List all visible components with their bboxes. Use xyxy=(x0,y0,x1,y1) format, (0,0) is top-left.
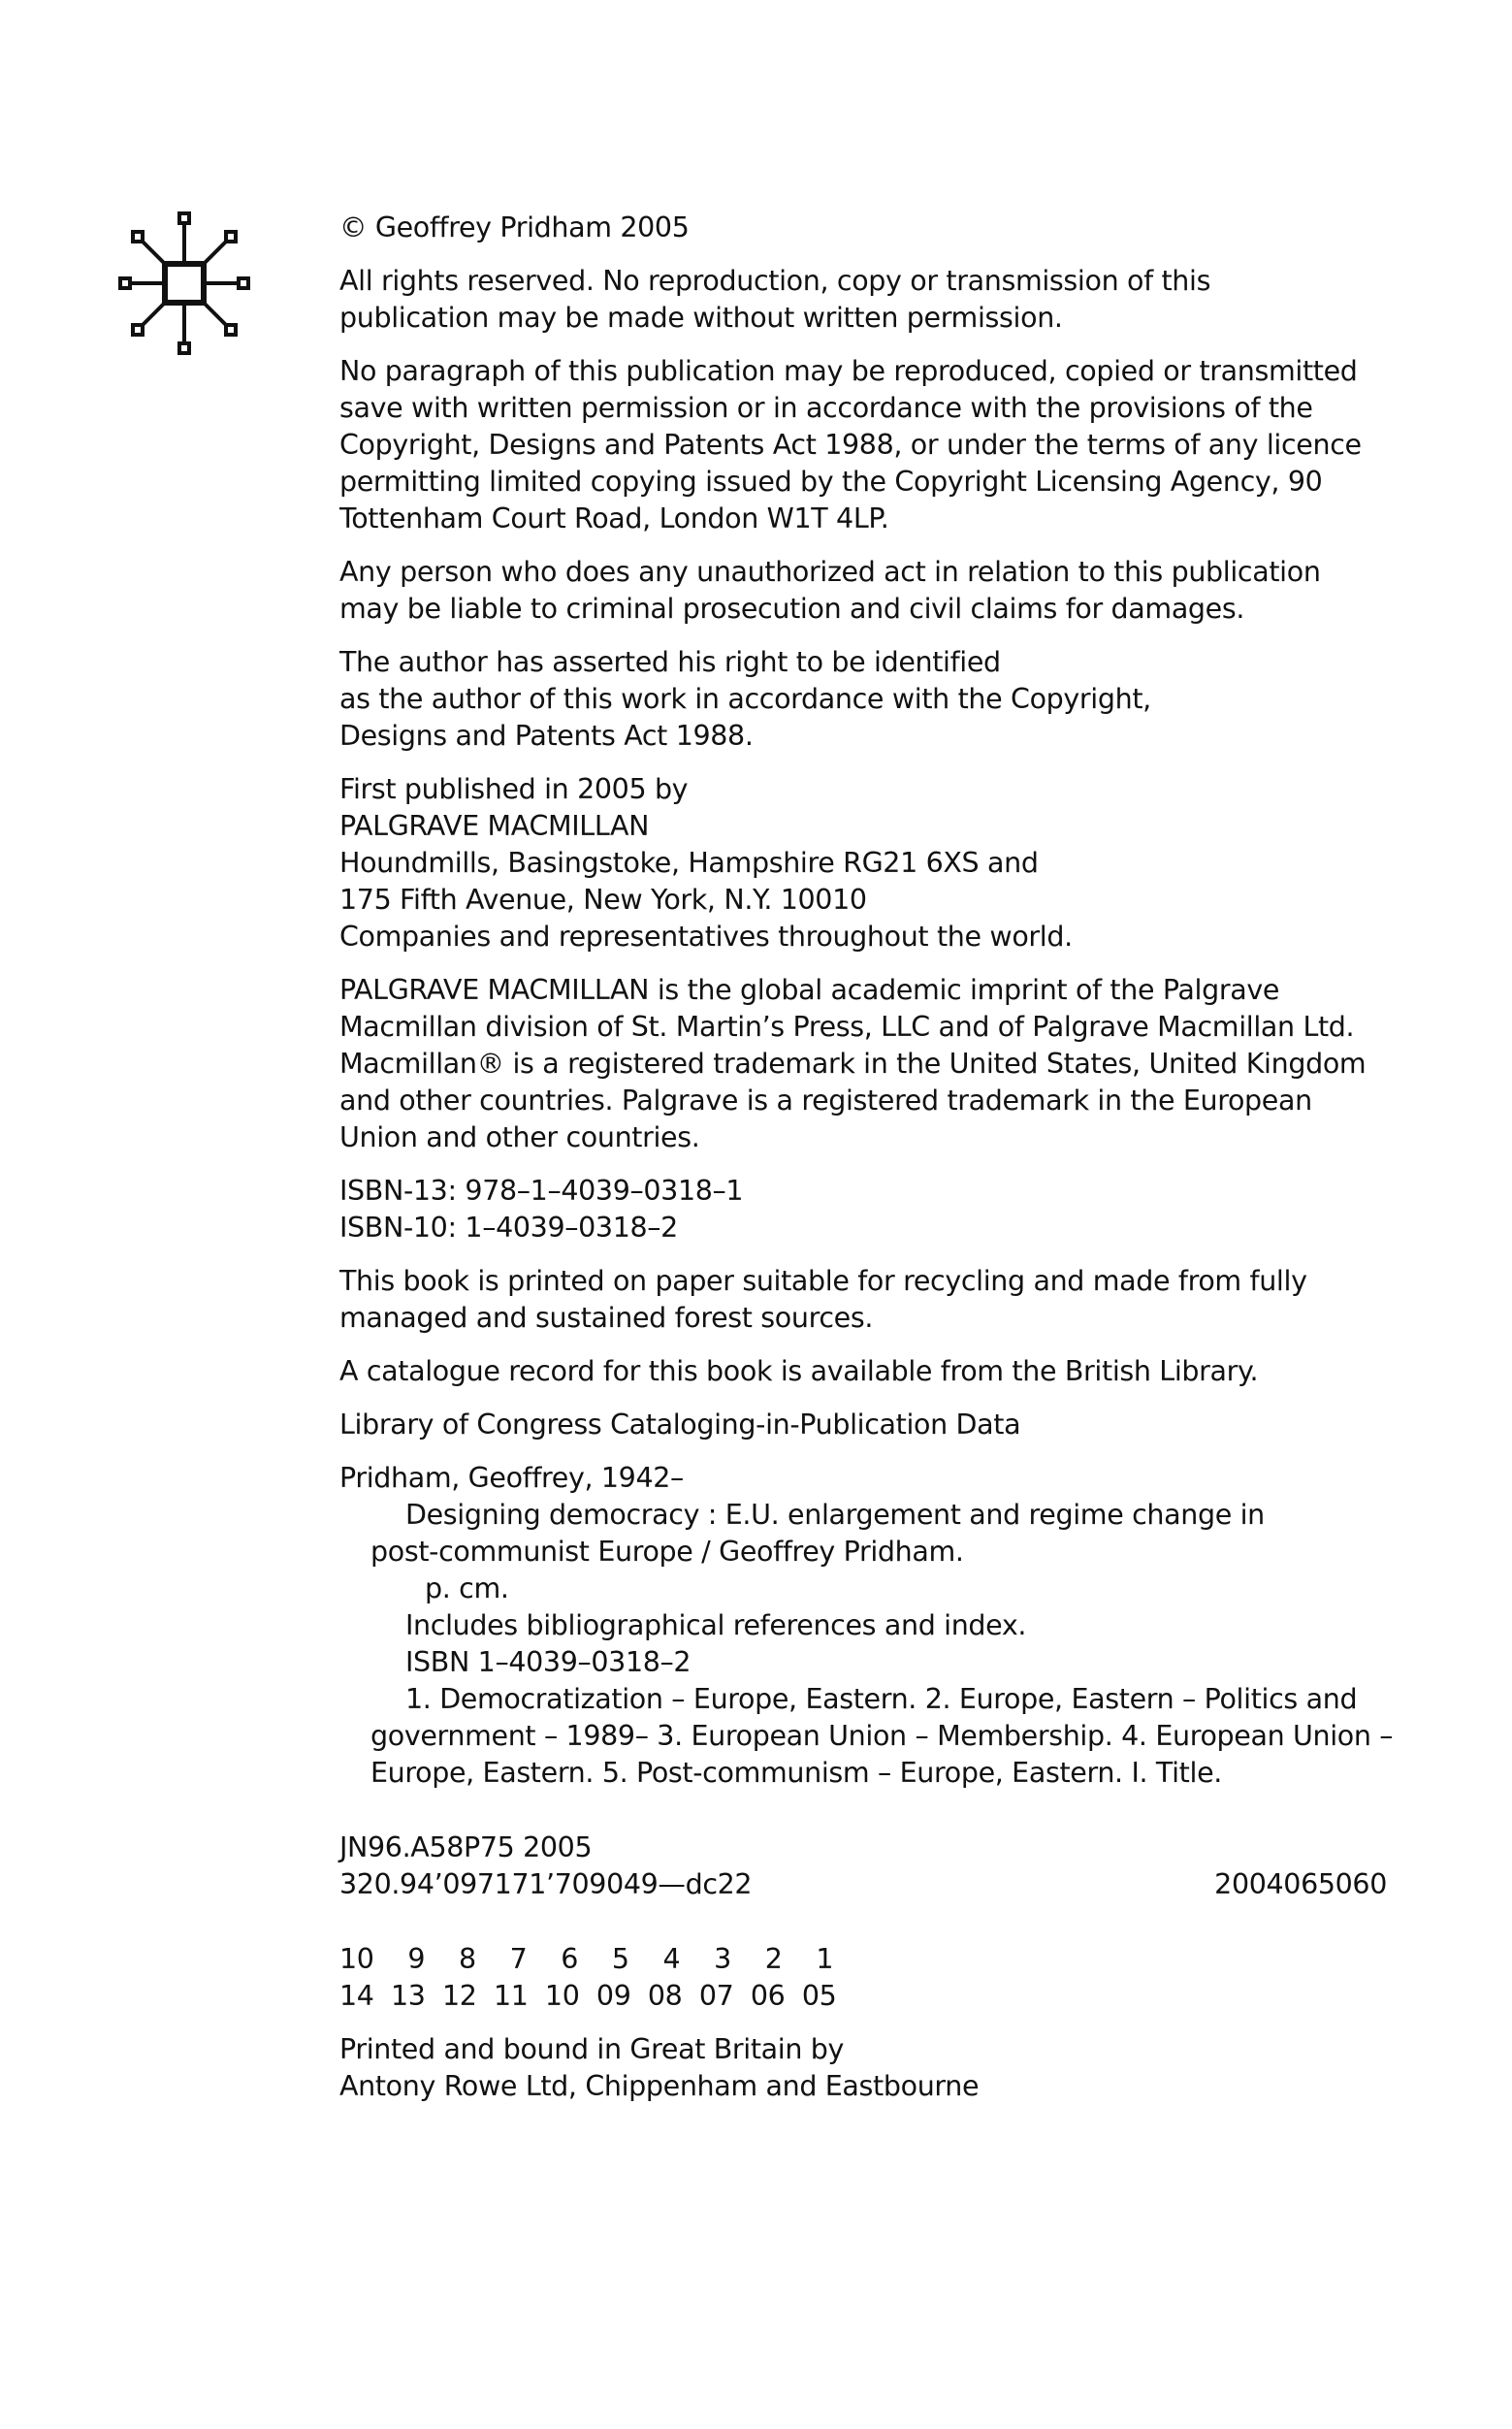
paper-notice xyxy=(339,1263,1387,1337)
classification-block xyxy=(339,1830,1387,1903)
cip-isbn: ISBN 1–4039–0318–2 xyxy=(405,1646,692,1678)
imprint-line: and other countries. Palgrave is a registered trademark in the European xyxy=(339,1085,1312,1117)
imprint-line: PALGRAVE MACMILLAN is the global academic imprint of the Palgrave xyxy=(339,974,1280,1006)
printer-line: Printed and bound in Great Britain by xyxy=(339,2033,845,2065)
cip-includes: Includes bibliographical references and index. xyxy=(405,1609,1027,1641)
catalogue-notice xyxy=(339,1353,1387,1390)
clause-line: as the author of this work in accordance with the Copyright, xyxy=(339,683,1151,715)
clause-line: Any person who does any unauthorized act in relation to this publication xyxy=(339,556,1321,588)
cip-title: post-communist Europe / Geoffrey Pridham. xyxy=(370,1536,964,1568)
clause-line: save with written permission or in accordance with the provisions of the xyxy=(339,392,1313,424)
printing-lines xyxy=(339,1941,1387,2015)
paper-line: managed and sustained forest sources. xyxy=(339,1302,874,1334)
cip-record xyxy=(339,1460,1394,1792)
printer-line: Antony Rowe Ltd, Chippenham and Eastbourne xyxy=(339,2070,980,2102)
publisher-line: Companies and representatives throughout the world. xyxy=(339,921,1073,953)
publisher-line: First published in 2005 by xyxy=(339,773,689,805)
cip-subjects: Europe, Eastern. 5. Post-communism – Europe, Eastern. I. Title. xyxy=(370,1757,1222,1789)
copyright-line: © Geoffrey Pridham 2005 xyxy=(339,211,690,243)
isbn-block xyxy=(339,1173,1387,1247)
imprint-line: Macmillan division of St. Martin’s Press, LLC and of Palgrave Macmillan Ltd. xyxy=(339,1011,1355,1043)
no-paragraph-clause xyxy=(339,353,1387,537)
control-number: 2004065060 xyxy=(1214,1868,1387,1900)
publisher-address: 175 Fifth Avenue, New York, N.Y. 10010 xyxy=(339,884,867,916)
rights-paragraph xyxy=(339,263,1387,337)
author-rights-clause xyxy=(339,644,1387,755)
rights-line: publication may be made without written permission. xyxy=(339,302,1063,334)
unauthorized-act-clause xyxy=(339,554,1387,628)
imprint-line: Macmillan® is a registered trademark in the United States, United Kingdom xyxy=(339,1048,1367,1080)
loc-header-line: Library of Congress Cataloging-in-Publication Data xyxy=(339,1409,1021,1441)
clause-line: permitting limited copying issued by the Copyright Licensing Agency, 90 xyxy=(339,466,1323,498)
clause-line: Copyright, Designs and Patents Act 1988, or under the terms of any licence xyxy=(339,429,1362,461)
publisher-logo-icon xyxy=(114,206,254,361)
clause-line: Designs and Patents Act 1988. xyxy=(339,720,754,752)
year-numbers: 14 13 12 11 10 09 08 07 06 05 xyxy=(339,1980,837,2012)
rights-line: All rights reserved. No reproduction, copy or transmission of this xyxy=(339,265,1211,297)
imprint-paragraph xyxy=(339,972,1387,1156)
cip-title: Designing democracy : E.U. enlargement and regime change in xyxy=(405,1499,1265,1531)
cip-subjects: 1. Democratization – Europe, Eastern. 2. Europe, Eastern – Politics and xyxy=(405,1683,1358,1715)
publisher-address: Houndmills, Basingstoke, Hampshire RG21 6XS and xyxy=(339,847,1039,879)
clause-line: may be liable to criminal prosecution and civil claims for damages. xyxy=(339,593,1245,625)
cip-author: Pridham, Geoffrey, 1942– xyxy=(339,1462,684,1494)
clause-line: The author has asserted his right to be identified xyxy=(339,646,1001,678)
copyright-notice xyxy=(339,210,1387,246)
classification-row xyxy=(339,1866,1387,1903)
cip-pcm: p. cm. xyxy=(425,1572,509,1604)
catalogue-line: A catalogue record for this book is available from the British Library. xyxy=(339,1355,1259,1387)
clause-line: No paragraph of this publication may be reproduced, copied or transmitted xyxy=(339,355,1358,387)
publisher-name: PALGRAVE MACMILLAN xyxy=(339,810,650,842)
loc-header xyxy=(339,1407,1387,1443)
dewey-number: 320.94’097171’709049—dc22 xyxy=(339,1868,753,1900)
printer-info xyxy=(339,2031,1387,2105)
cip-subjects: government – 1989– 3. European Union – Membership. 4. European Union – xyxy=(370,1720,1394,1752)
lc-call-number: JN96.A58P75 2005 xyxy=(339,1831,593,1863)
copyright-text xyxy=(339,210,1394,2121)
publisher-info xyxy=(339,771,1387,955)
clause-line: Tottenham Court Road, London W1T 4LP. xyxy=(339,502,889,534)
isbn-10: ISBN-10: 1–4039–0318–2 xyxy=(339,1212,678,1244)
paper-line: This book is printed on paper suitable for recycling and made from fully xyxy=(339,1265,1307,1297)
isbn-13: ISBN-13: 978–1–4039–0318–1 xyxy=(339,1175,744,1207)
imprint-line: Union and other countries. xyxy=(339,1121,700,1153)
impression-numbers: 10 9 8 7 6 5 4 3 2 1 xyxy=(339,1943,834,1975)
